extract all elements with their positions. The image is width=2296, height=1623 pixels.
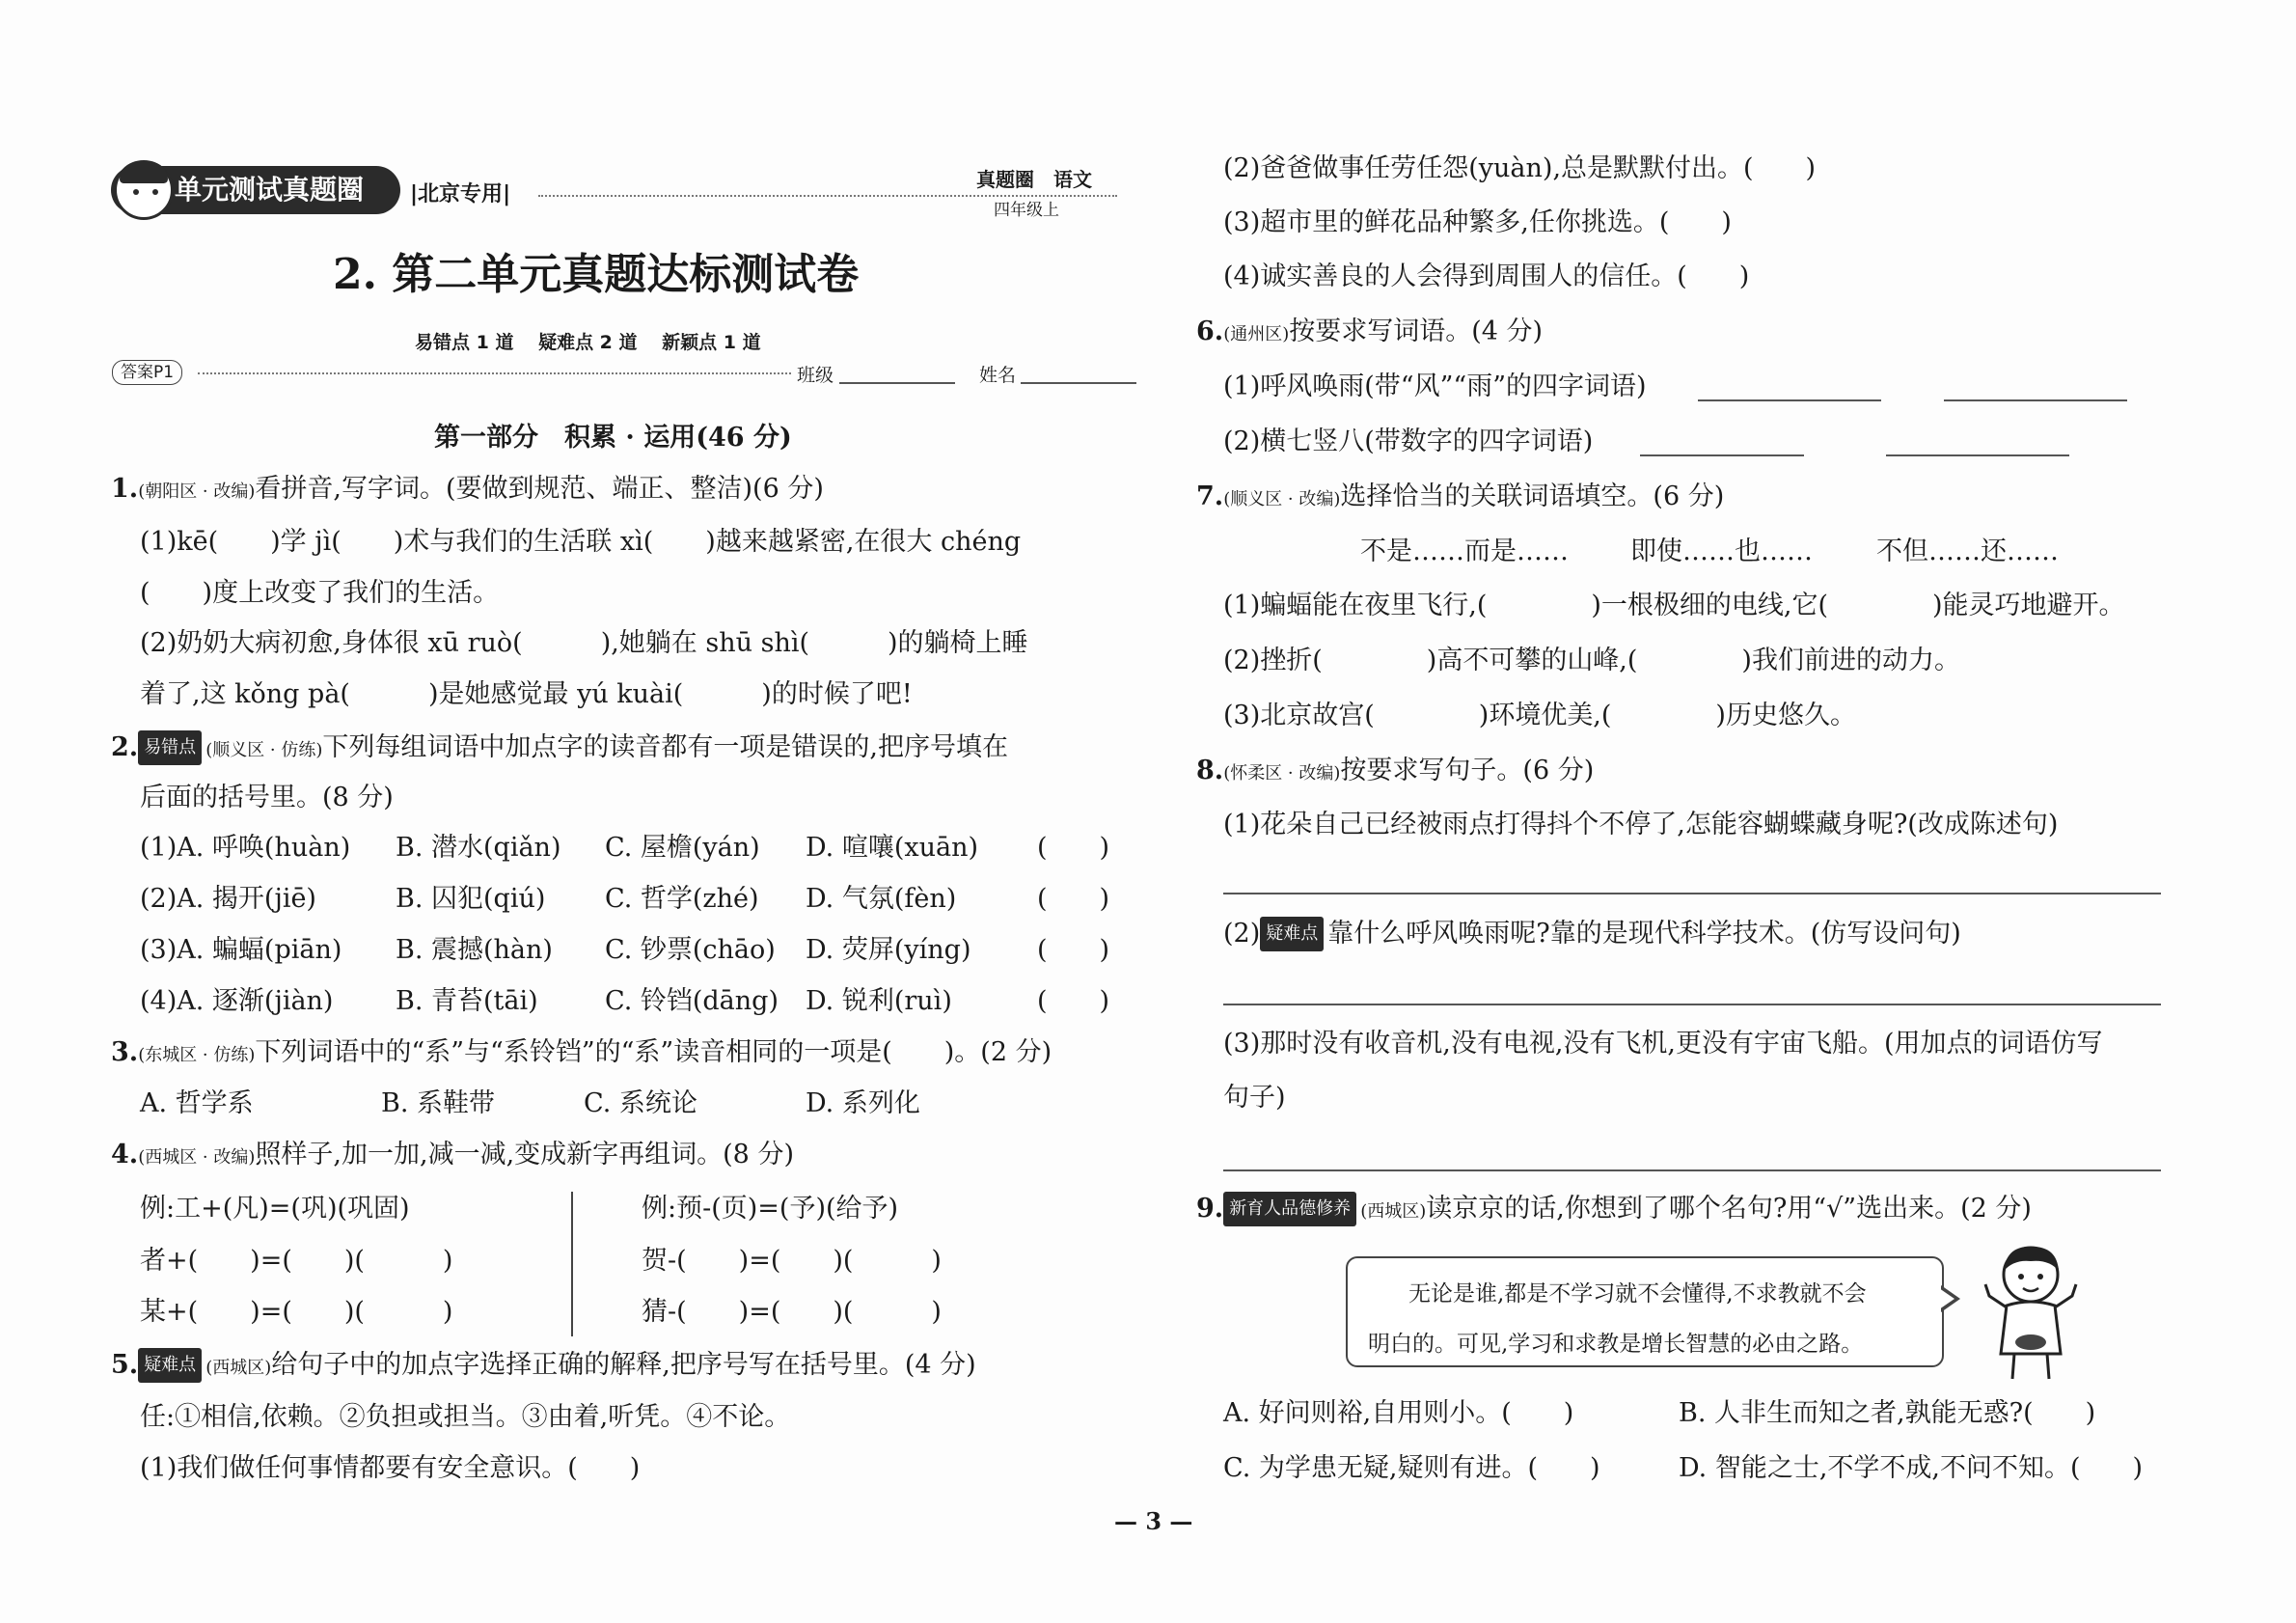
subtitle: 易错点 1 道 疑难点 2 道 新颖点 1 道 bbox=[415, 332, 761, 353]
q2-option: B. 囚犯(qiú) bbox=[396, 884, 546, 914]
answer-divider bbox=[198, 372, 791, 374]
q2-option: (3)A. 蝙蝠(piān) bbox=[140, 935, 342, 965]
q6-item: (2)横七竖八(带数字的四字词语) bbox=[1223, 426, 1594, 456]
q2-option: B. 潜水(qiǎn) bbox=[396, 833, 561, 863]
q5-item: (1)我们做任何事情都要有安全意识。( ) bbox=[140, 1453, 641, 1483]
q3-option: C. 系统论 bbox=[584, 1088, 697, 1118]
logo-eye-icon bbox=[133, 189, 139, 195]
q3-option: A. 哲学系 bbox=[140, 1088, 254, 1118]
q9-option[interactable]: C. 为学患无疑,疑则有进。( ) bbox=[1223, 1453, 1600, 1483]
logo-hair-icon bbox=[120, 162, 168, 183]
quote-line: 明白的。可见,学习和求教是增长智慧的必由之路。 bbox=[1368, 1332, 1864, 1357]
q6-blank[interactable] bbox=[1640, 454, 1804, 456]
logo-text: 单元测试真题圈 bbox=[175, 174, 365, 206]
q8-item: (1)花朵自己已经被雨点打得抖个不停了,怎能容蝴蝶藏身呢?(改成陈述句) bbox=[1223, 810, 2059, 839]
edition-label: |北京专用| bbox=[410, 182, 511, 206]
question-1: 1.(朝阳区 · 改编)看拼音,写字词。(要做到规范、端正、整洁)(6 分) bbox=[111, 474, 824, 504]
series-label: 真题圈 语文 bbox=[976, 168, 1092, 191]
answer-blank[interactable]: ( ) bbox=[1037, 833, 1110, 863]
q8-item: 句子) bbox=[1223, 1083, 1286, 1113]
q5-item: (3)超市里的鲜花品种繁多,任你挑选。( ) bbox=[1223, 207, 1732, 237]
q4-item[interactable]: 者+( )=( )( ) bbox=[140, 1246, 453, 1276]
q2-option: B. 青苔(tāi) bbox=[396, 986, 538, 1016]
q2-option: C. 铃铛(dāng) bbox=[605, 986, 779, 1016]
q5-item: (4)诚实善良的人会得到周围人的信任。( ) bbox=[1223, 261, 1750, 291]
q2-option: D. 喧嚷(xuān) bbox=[806, 833, 979, 863]
q8-answer-line[interactable] bbox=[1223, 1004, 2161, 1005]
question-6: 6.(通州区)按要求写词语。(4 分) bbox=[1196, 316, 1544, 346]
q2-option: D. 气氛(fèn) bbox=[806, 884, 957, 914]
class-field[interactable] bbox=[839, 382, 955, 384]
answer-blank[interactable]: ( ) bbox=[1037, 884, 1110, 914]
q2-option: C. 钞票(chāo) bbox=[605, 935, 776, 965]
q7-item: (1)蝙蝠能在夜里飞行,( )一根极细的电线,它( )能灵巧地避开。 bbox=[1223, 591, 2125, 620]
q6-blank[interactable] bbox=[1698, 399, 1881, 401]
page-title: 2. 第二单元真题达标测试卷 bbox=[333, 250, 860, 299]
q7-item: (3)北京故宫( )环境优美,( )历史悠久。 bbox=[1223, 701, 1856, 730]
boy-illustration-icon bbox=[1978, 1238, 2084, 1383]
name-field[interactable] bbox=[1021, 382, 1136, 384]
q7-option: 不是……而是…… bbox=[1360, 536, 1569, 566]
q2-stem-cont: 后面的括号里。(8 分) bbox=[140, 783, 394, 812]
class-label: 班级 bbox=[797, 365, 834, 386]
question-9: 9. 新育人品德修养 (西城区)读京京的话,你想到了哪个名句?用“√”选出来。(2 分) bbox=[1196, 1192, 2032, 1228]
question-5: 5. 疑难点 (西城区)给句子中的加点字选择正确的解释,把序号写在括号里。(4 分) bbox=[111, 1348, 976, 1385]
q2-option: D. 荧屏(yíng) bbox=[806, 935, 971, 965]
q4-item[interactable]: 猜-( )=( )( ) bbox=[642, 1297, 942, 1327]
grade-label: 四年级上 bbox=[994, 201, 1059, 220]
q8-answer-line[interactable] bbox=[1223, 893, 2161, 894]
q2-option: (2)A. 揭开(jiē) bbox=[140, 884, 316, 914]
q2-option: C. 屋檐(yán) bbox=[605, 833, 760, 863]
q3-option: D. 系列化 bbox=[806, 1088, 920, 1118]
q2-option: (4)A. 逐渐(jiàn) bbox=[140, 986, 334, 1016]
q4-item[interactable]: 贺-( )=( )( ) bbox=[642, 1246, 942, 1276]
answer-blank[interactable]: ( ) bbox=[1037, 986, 1110, 1016]
q2-option: (1)A. 呼唤(huàn) bbox=[140, 833, 351, 863]
q7-option: 不但……还…… bbox=[1876, 536, 2059, 566]
q4-example-right: 例:预-(页)=(予)(给予) bbox=[642, 1194, 899, 1224]
answer-blank[interactable]: ( ) bbox=[1037, 935, 1110, 965]
q8-answer-line[interactable] bbox=[1223, 1169, 2161, 1171]
q7-option: 即使……也…… bbox=[1630, 536, 1813, 566]
q6-item: (1)呼风唤雨(带“风”“雨”的四字词语) bbox=[1223, 371, 1647, 401]
question-3: 3.(东城区 · 仿练)下列词语中的“系”与“系铃铛”的“系”读音相同的一项是( )。(2 分) bbox=[111, 1037, 1052, 1067]
logo-eye-icon bbox=[152, 189, 158, 195]
speech-tail-inner bbox=[1939, 1288, 1954, 1309]
q9-option[interactable]: B. 人非生而知之者,孰能无惑?( ) bbox=[1679, 1398, 2096, 1428]
question-8: 8.(怀柔区 · 改编)按要求写句子。(6 分) bbox=[1196, 756, 1595, 785]
q7-item: (2)挫折( )高不可攀的山峰,( )我们前进的动力。 bbox=[1223, 646, 1960, 675]
quote-line: 无论是谁,都是不学习就不会懂得,不求教就不会 bbox=[1408, 1281, 1867, 1307]
q2-option: B. 震撼(hàn) bbox=[396, 935, 553, 965]
q9-option[interactable]: A. 好问则裕,自用则小。( ) bbox=[1223, 1398, 1574, 1428]
question-4: 4.(西城区 · 改编)照样子,加一加,减一减,变成新字再组词。(8 分) bbox=[111, 1140, 794, 1169]
q2-option: C. 哲学(zhé) bbox=[605, 884, 759, 914]
q3-option: B. 系鞋带 bbox=[381, 1088, 496, 1118]
q1-line-3: (2)奶奶大病初愈,身体很 xū ruò( ),她躺在 shū shì( )的躺椅上睡 bbox=[140, 628, 1028, 658]
q5-definitions: 任:①相信,依赖。②负担或担当。③由着,听凭。④不论。 bbox=[140, 1402, 791, 1432]
q6-blank[interactable] bbox=[1886, 454, 2069, 456]
q1-line-1: (1)kē( )学 jì( )术与我们的生活联 xì( )越来越紧密,在很大 chéng bbox=[140, 527, 1022, 557]
q6-blank[interactable] bbox=[1944, 399, 2127, 401]
question-2: 2. 易错点 (顺义区 · 仿练)下列每组词语中加点字的读音都有一项是错误的,把序号填在 bbox=[111, 730, 1008, 767]
part-heading: 第一部分 积累 · 运用(46 分) bbox=[434, 423, 792, 453]
question-7: 7.(顺义区 · 改编)选择恰当的关联词语填空。(6 分) bbox=[1196, 481, 1725, 511]
q4-example-left: 例:工+(凡)=(巩)(巩固) bbox=[140, 1194, 410, 1224]
q5-item: (2)爸爸做事任劳任怨(yuàn),总是默默付出。( ) bbox=[1223, 153, 1817, 183]
q2-option: D. 锐利(ruì) bbox=[806, 986, 952, 1016]
page-number: — 3 — bbox=[1114, 1507, 1193, 1535]
answer-reference: 答案P1 bbox=[112, 360, 182, 385]
q8-item: (2) 疑难点 靠什么呼风唤雨呢?靠的是现代科学技术。(仿写设问句) bbox=[1223, 917, 1961, 951]
q8-item: (3)那时没有收音机,没有电视,没有飞机,更没有宇宙飞船。(用加点的词语仿写 bbox=[1223, 1029, 2103, 1059]
q9-option[interactable]: D. 智能之士,不学不成,不问不知。( ) bbox=[1679, 1453, 2144, 1483]
q1-line-2: ( )度上改变了我们的生活。 bbox=[140, 578, 500, 608]
q4-item[interactable]: 某+( )=( )( ) bbox=[140, 1297, 453, 1327]
name-label: 姓名 bbox=[979, 365, 1017, 386]
q4-divider bbox=[571, 1192, 573, 1336]
q1-line-4: 着了,这 kǒng pà( )是她感觉最 yú kuài( )的时候了吧! bbox=[140, 679, 913, 709]
